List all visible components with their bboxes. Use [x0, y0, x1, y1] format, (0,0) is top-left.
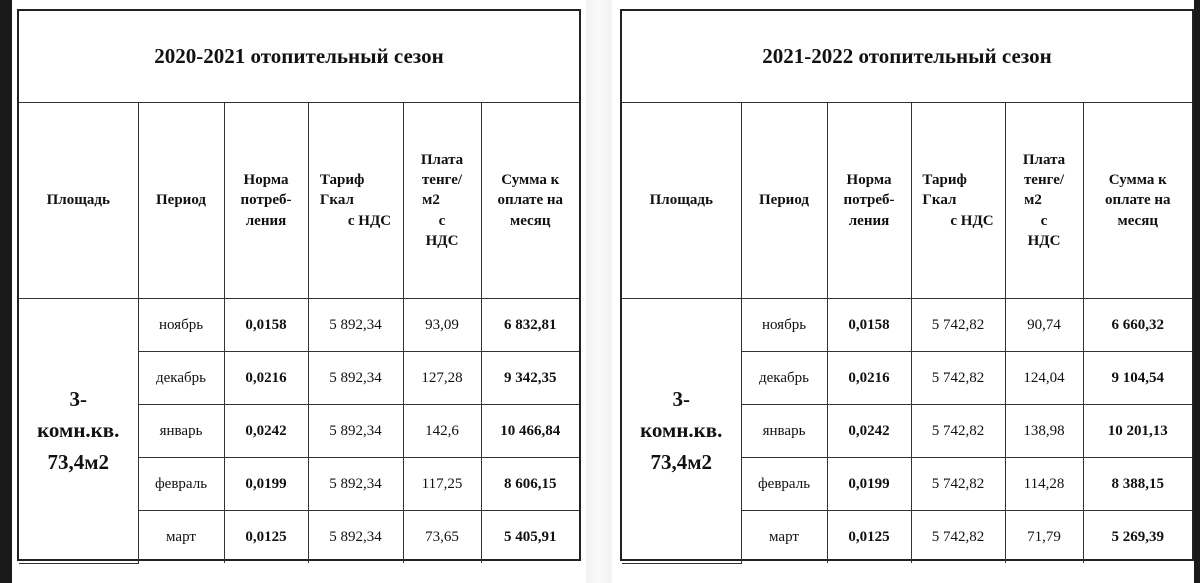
- norm-cell: 0,0242: [827, 405, 911, 458]
- tariff-cell: 5 742,82: [911, 458, 1005, 511]
- norm-cell: 0,0199: [224, 458, 308, 511]
- header-area: Площадь: [622, 103, 741, 299]
- apartment-area: 3- комн.кв. 73,4м2: [622, 299, 741, 564]
- sum-cell: 10 201,13: [1083, 405, 1192, 458]
- fee-cell: 90,74: [1005, 299, 1083, 352]
- norm-cell: 0,0158: [827, 299, 911, 352]
- tariff-table: [19, 11, 579, 564]
- sum-cell: 8 388,15: [1083, 458, 1192, 511]
- tariff-cell: 5 892,34: [308, 405, 403, 458]
- sum-cell: 6 660,32: [1083, 299, 1192, 352]
- table-row: [622, 299, 1192, 352]
- season-title: 2020-2021 отопительный сезон: [19, 11, 579, 103]
- period-cell: январь: [741, 405, 827, 458]
- header-period: Период: [138, 103, 224, 299]
- tariff-table: [622, 11, 1192, 564]
- panel-gap: [586, 0, 612, 583]
- sum-cell: 9 104,54: [1083, 352, 1192, 405]
- season-table-2020-2021: [17, 9, 581, 561]
- tariff-cell: 5 892,34: [308, 511, 403, 564]
- sum-cell: 9 342,35: [481, 352, 579, 405]
- left-dark-border: [0, 0, 12, 583]
- norm-cell: 0,0125: [827, 511, 911, 564]
- header-period: Период: [741, 103, 827, 299]
- norm-cell: 0,0158: [224, 299, 308, 352]
- sum-cell: 5 269,39: [1083, 511, 1192, 564]
- header-fee: Плата тенге/ м2 с НДС: [403, 103, 481, 299]
- tariff-cell: 5 892,34: [308, 458, 403, 511]
- fee-cell: 93,09: [403, 299, 481, 352]
- header-norm: Норма потреб- ления: [224, 103, 308, 299]
- period-cell: март: [138, 511, 224, 564]
- period-cell: декабрь: [138, 352, 224, 405]
- norm-cell: 0,0125: [224, 511, 308, 564]
- fee-cell: 71,79: [1005, 511, 1083, 564]
- fee-cell: 127,28: [403, 352, 481, 405]
- tariff-cell: 5 742,82: [911, 352, 1005, 405]
- tariff-cell: 5 742,82: [911, 299, 1005, 352]
- fee-cell: 142,6: [403, 405, 481, 458]
- season-title: 2021-2022 отопительный сезон: [622, 11, 1192, 103]
- table-row: [19, 299, 579, 352]
- period-cell: февраль: [138, 458, 224, 511]
- header-tariff: Тариф Гкал с НДС: [308, 103, 403, 299]
- header-tariff: Тариф Гкал с НДС: [911, 103, 1005, 299]
- apartment-area: 3- комн.кв. 73,4м2: [19, 299, 138, 564]
- norm-cell: 0,0199: [827, 458, 911, 511]
- header-norm: Норма потреб- ления: [827, 103, 911, 299]
- tariff-cell: 5 742,82: [911, 511, 1005, 564]
- header-fee: Плата тенге/ м2 с НДС: [1005, 103, 1083, 299]
- sum-cell: 5 405,91: [481, 511, 579, 564]
- sum-cell: 6 832,81: [481, 299, 579, 352]
- fee-cell: 124,04: [1005, 352, 1083, 405]
- fee-cell: 138,98: [1005, 405, 1083, 458]
- header-area: Площадь: [19, 103, 138, 299]
- fee-cell: 117,25: [403, 458, 481, 511]
- header-sum: Сумма к оплате на месяц: [1083, 103, 1192, 299]
- fee-cell: 114,28: [1005, 458, 1083, 511]
- period-cell: февраль: [741, 458, 827, 511]
- period-cell: декабрь: [741, 352, 827, 405]
- period-cell: январь: [138, 405, 224, 458]
- norm-cell: 0,0242: [224, 405, 308, 458]
- fee-cell: 73,65: [403, 511, 481, 564]
- tariff-cell: 5 742,82: [911, 405, 1005, 458]
- sum-cell: 8 606,15: [481, 458, 579, 511]
- right-dark-border: [1194, 0, 1200, 583]
- norm-cell: 0,0216: [827, 352, 911, 405]
- tariff-cell: 5 892,34: [308, 352, 403, 405]
- header-sum: Сумма к оплате на месяц: [481, 103, 579, 299]
- season-table-2021-2022: [620, 9, 1194, 561]
- tariff-cell: 5 892,34: [308, 299, 403, 352]
- sum-cell: 10 466,84: [481, 405, 579, 458]
- norm-cell: 0,0216: [224, 352, 308, 405]
- period-cell: март: [741, 511, 827, 564]
- period-cell: ноябрь: [741, 299, 827, 352]
- period-cell: ноябрь: [138, 299, 224, 352]
